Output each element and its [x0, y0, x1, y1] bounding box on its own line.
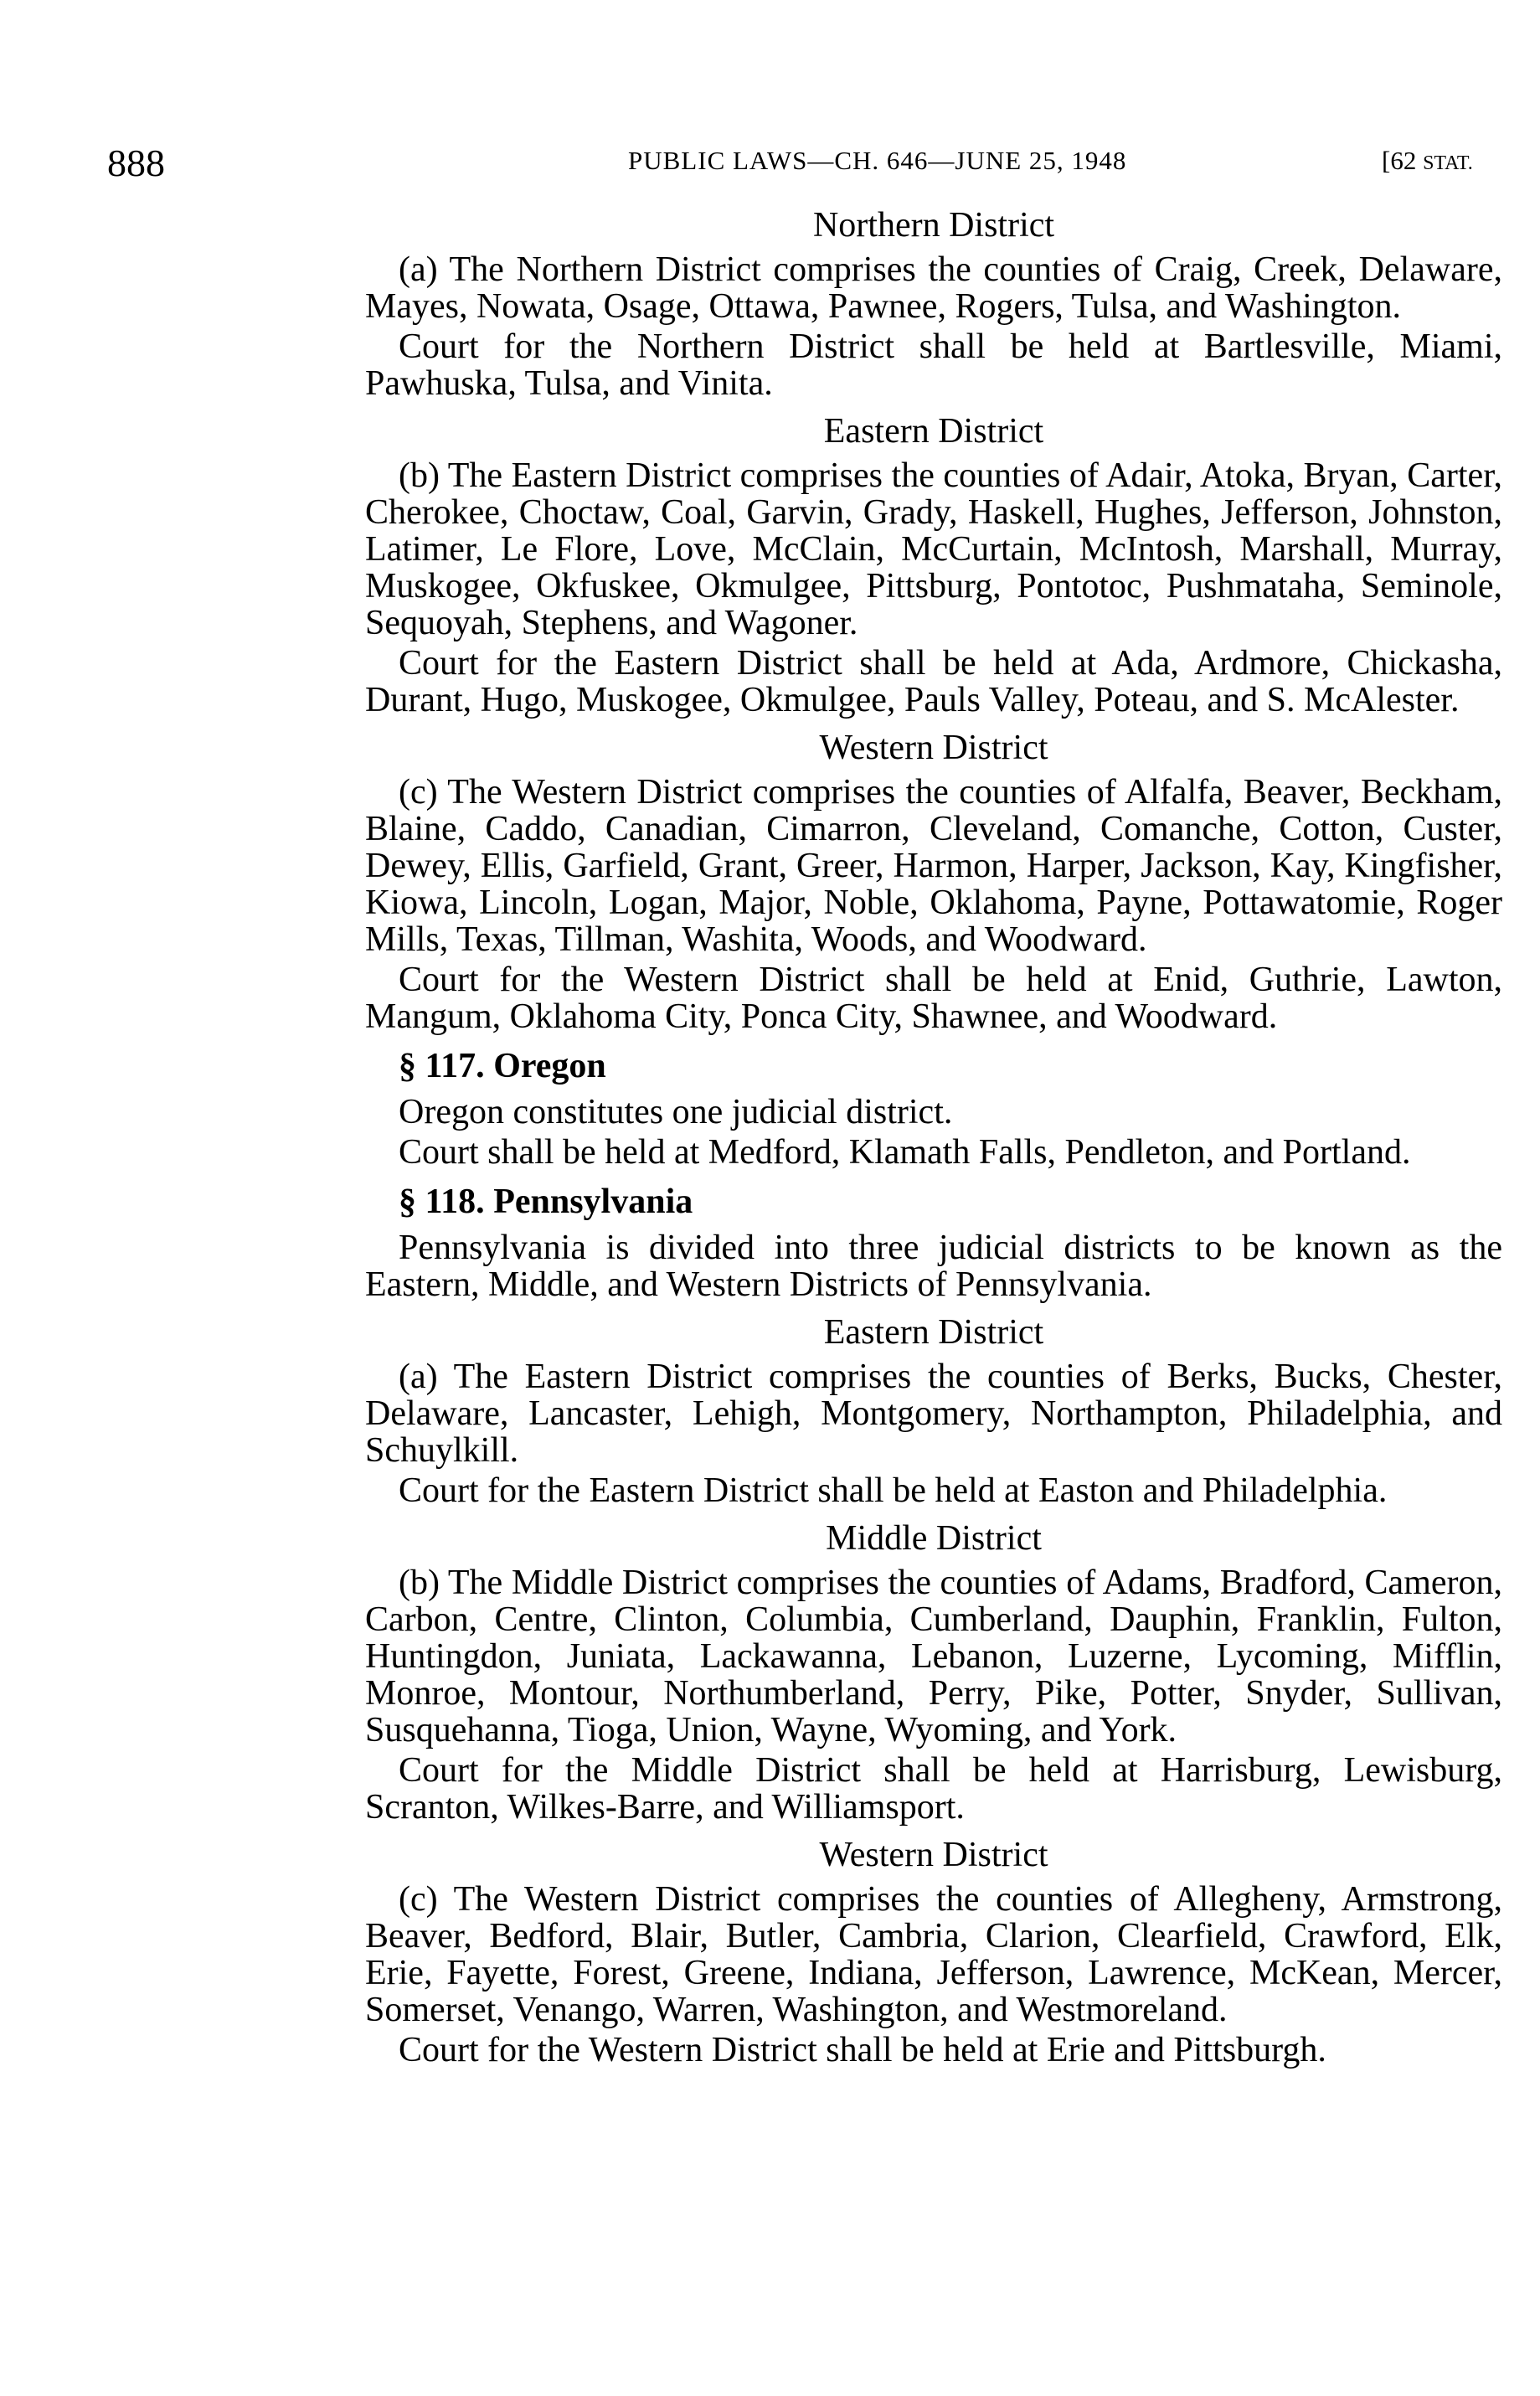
district-paragraph: (b) The Eastern District comprises the counties of Adair, Atoka, Bryan, Carter, Cherokee, Choctaw, Coal, Garvin, Grady, Haskell, Hughes, Jefferson, Johnston, Latimer, Le Flore, Love, McClain, McCurtain, McIntosh, Marshall, Murray, Muskogee, Okfuskee, Okmulgee, Pittsburg, Pontotoc, Pushmataha, Seminole, Sequoyah, Stephens, and Wagoner.	[365, 456, 1502, 642]
running-header	[0, 141, 1540, 183]
court-paragraph: Court for the Western District shall be held at Enid, Guthrie, Lawton, Mangum, Oklahoma City, Ponca City, Shawnee, and Woodward.	[365, 961, 1502, 1036]
section-paragraph: Pennsylvania is divided into three judicial districts to be known as the Eastern, Middle, and Western Districts of Pennsylvania.	[365, 1229, 1502, 1304]
court-paragraph: Court for the Western District shall be held at Erie and Pittsburgh.	[399, 2031, 1326, 2069]
section-name: Oregon	[493, 1047, 606, 1085]
section-name: Pennsylvania	[493, 1183, 693, 1221]
header-title: PUBLIC LAWS—CH. 646—JUNE 25, 1948	[628, 146, 1127, 175]
district-heading: Middle District	[826, 1519, 1042, 1558]
district-paragraph: (a) The Northern District comprises the counties of Craig, Creek, Delaware, Mayes, Nowata, Osage, Ottawa, Pawnee, Rogers, Tulsa, and Washington.	[365, 250, 1502, 326]
section-number: § 117.	[399, 1047, 485, 1085]
section-heading-pennsylvania	[399, 1177, 1502, 1226]
district-paragraph: (a) The Eastern District comprises the counties of Berks, Bucks, Chester, Delaware, Lancaster, Lehigh, Montgomery, Northampton, Philadelphia, and Schuylkill.	[365, 1358, 1502, 1470]
page-number: 888	[107, 142, 165, 184]
district-paragraph: (c) The Western District comprises the counties of Allegheny, Armstrong, Beaver, Bedford, Blair, Butler, Cambria, Clarion, Clearfield, Crawford, Elk, Erie, Fayette, Forest, Greene, Indiana, Jefferson, Lawrence, McKean, Mercer, Somerset, Venango, Warren, Washington, and Westmoreland.	[365, 1880, 1502, 2029]
volume-label: STAT.	[1423, 152, 1473, 174]
court-paragraph: Court for the Middle District shall be held at Harrisburg, Lewisburg, Scranton, Wilkes-Barre, and Williamsport.	[365, 1751, 1502, 1827]
section-number: § 118.	[399, 1183, 485, 1221]
district-heading: Western District	[819, 1836, 1048, 1874]
section-heading-oregon	[399, 1042, 1502, 1090]
district-heading: Western District	[819, 729, 1048, 767]
district-paragraph: (c) The Western District comprises the counties of Alfalfa, Beaver, Beckham, Blaine, Caddo, Canadian, Cimarron, Cleveland, Comanche, Cotton, Custer, Dewey, Ellis, Garfield, Grant, Greer, Harmon, Harper, Jackson, Kay, Kingfisher, Kiowa, Lincoln, Logan, Major, Noble, Oklahoma, Payne, Pottawatomie, Roger Mills, Texas, Tillman, Washita, Woods, and Woodward.	[365, 773, 1502, 959]
volume-prefix: [62	[1382, 146, 1424, 175]
court-paragraph: Court for the Northern District shall be held at Bartlesville, Miami, Pawhuska, Tulsa, and Vinita.	[365, 327, 1502, 403]
court-paragraph: Court for the Eastern District shall be held at Easton and Philadelphia.	[399, 1471, 1388, 1510]
document-body	[365, 199, 1502, 2072]
district-paragraph: (b) The Middle District comprises the counties of Adams, Bradford, Cameron, Carbon, Centre, Clinton, Columbia, Cumberland, Dauphin, Franklin, Fulton, Huntingdon, Juniata, Lackawanna, Lebanon, Luzerne, Lycoming, Mifflin, Monroe, Montour, Northumberland, Perry, Pike, Potter, Snyder, Sullivan, Susquehanna, Tioga, Union, Wayne, Wyoming, and York.	[365, 1564, 1502, 1749]
district-heading: Eastern District	[823, 412, 1044, 451]
court-paragraph: Court for the Eastern District shall be held at Ada, Ardmore, Chickasha, Durant, Hugo, Muskogee, Okmulgee, Pauls Valley, Poteau, and S. McAlester.	[365, 644, 1502, 719]
court-paragraph: Court shall be held at Medford, Klamath Falls, Pendleton, and Portland.	[399, 1133, 1411, 1172]
district-heading: Northern District	[812, 206, 1055, 245]
volume-reference	[1382, 146, 1473, 176]
district-heading: Eastern District	[823, 1313, 1044, 1352]
section-paragraph: Oregon constitutes one judicial district.	[399, 1093, 953, 1131]
